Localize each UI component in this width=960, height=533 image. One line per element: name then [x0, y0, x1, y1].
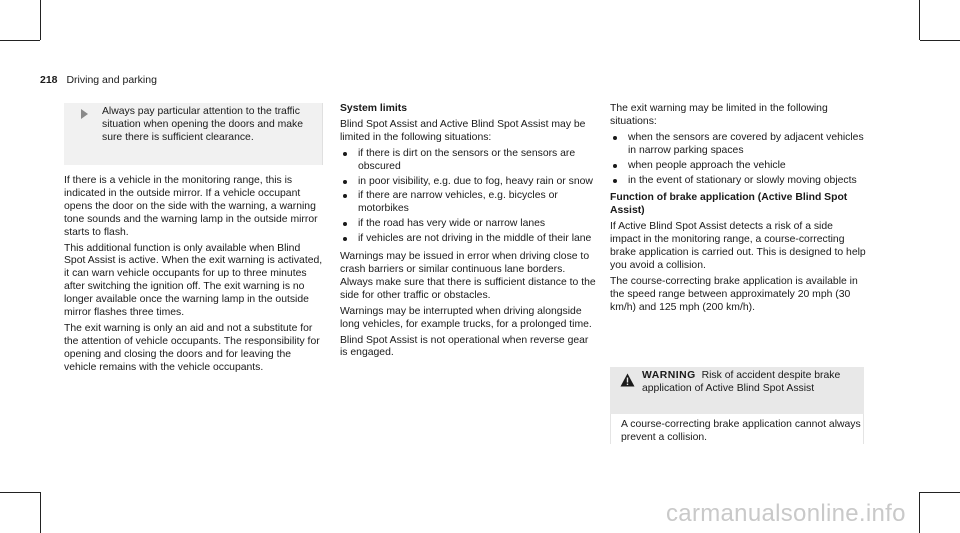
- section-heading: System limits: [340, 103, 407, 114]
- list-item: if the road has very wide or narrow lanes: [340, 218, 598, 231]
- note-box: [64, 103, 323, 165]
- warning-triangle-icon: [620, 373, 635, 387]
- page-header: [40, 74, 157, 86]
- watermark: carmanualsonline.info: [666, 500, 906, 527]
- warning-body: A course-correcting brake application cannot always prevent a collision.: [610, 414, 864, 444]
- paragraph: Warnings may be issued in error when driving close to crash barriers or similar continuous lane borders. Always make sure that there is sufficient distance to the side for other traffic or obstacles.: [340, 251, 596, 301]
- page-number: 218: [40, 74, 58, 86]
- crop-mark: [920, 40, 960, 41]
- list-item: if there is dirt on the sensors or the sensors are obscured: [340, 148, 598, 174]
- crop-mark: [40, 0, 41, 40]
- section-title: Driving and parking: [66, 74, 157, 86]
- list-item: when the sensors are covered by adjacent vehicles in narrow parking spaces: [610, 132, 866, 158]
- list-item: if there are narrow vehicles, e.g. bicycles or motorbikes: [340, 190, 598, 216]
- middle-column: [340, 103, 598, 363]
- crop-mark: [40, 492, 41, 533]
- paragraph: Warnings may be interrupted when driving alongside long vehicles, for example trucks, for a prolonged time.: [340, 305, 592, 330]
- crop-mark: [919, 0, 920, 40]
- crop-mark: [0, 40, 40, 41]
- list-item: when people approach the vehicle: [610, 160, 866, 173]
- paragraph: The exit warning may be limited in the following situations:: [610, 103, 828, 127]
- right-column: [610, 103, 866, 318]
- warning-header: [610, 367, 864, 414]
- arrow-right-icon: [81, 109, 88, 119]
- paragraph: If Active Blind Spot Assist detects a risk of a side impact in the monitoring range, a course-correcting brake application is carried out. This is designed to help you avoid a collision.: [610, 221, 866, 271]
- warning-title: [642, 370, 852, 396]
- crop-mark: [919, 492, 920, 533]
- paragraph: The course-correcting brake application is available in the speed range between approximately 20 mph (30 km/h) and 125 mph (200 km/h).: [610, 275, 858, 313]
- paragraph: If there is a vehicle in the monitoring range, this is indicated in the outside mirror. If a vehicle occupant opens the door on the side with the warning, a warning tone sounds and the warning lamp in the outside mirror starts to flash.: [64, 175, 318, 238]
- crop-mark: [920, 492, 960, 493]
- crop-mark: [0, 492, 40, 493]
- warning-title-text: Risk of accident despite brake application of Active Blind Spot Assist: [642, 370, 841, 394]
- paragraph: Blind Spot Assist is not operational when reverse gear is engaged.: [340, 334, 589, 359]
- warning-label: WARNING: [642, 370, 696, 381]
- section-heading: Function of brake application (Active Blind Spot Assist): [610, 192, 848, 217]
- list-item: in the event of stationary or slowly moving objects: [610, 175, 866, 188]
- exit-warning-limits-list: [610, 132, 866, 188]
- limits-list: [340, 148, 598, 246]
- paragraph: The exit warning is only an aid and not a substitute for the attention of vehicle occupants. The responsibility for opening and closing the doors and for leaving the vehicle remains with the vehicle occupants.: [64, 322, 320, 373]
- left-column: [64, 175, 324, 378]
- paragraph: Blind Spot Assist and Active Blind Spot Assist may be limited in the following situations:: [340, 118, 586, 143]
- paragraph: This additional function is only available when Blind Spot Assist is active. When the exit warning is activated, it can warn vehicle occupants for up to three minutes after switching the ignition off. The exit warning is no longer available once the warning lamp in the outside mirror flashes three times.: [64, 242, 323, 319]
- note-text: Always pay particular attention to the traffic situation when opening the doors and make sure there is sufficient clearance.: [102, 106, 304, 143]
- list-item: in poor visibility, e.g. due to fog, heavy rain or snow: [340, 176, 598, 189]
- list-item: if vehicles are not driving in the middle of their lane: [340, 233, 598, 246]
- warning-box: [610, 367, 864, 442]
